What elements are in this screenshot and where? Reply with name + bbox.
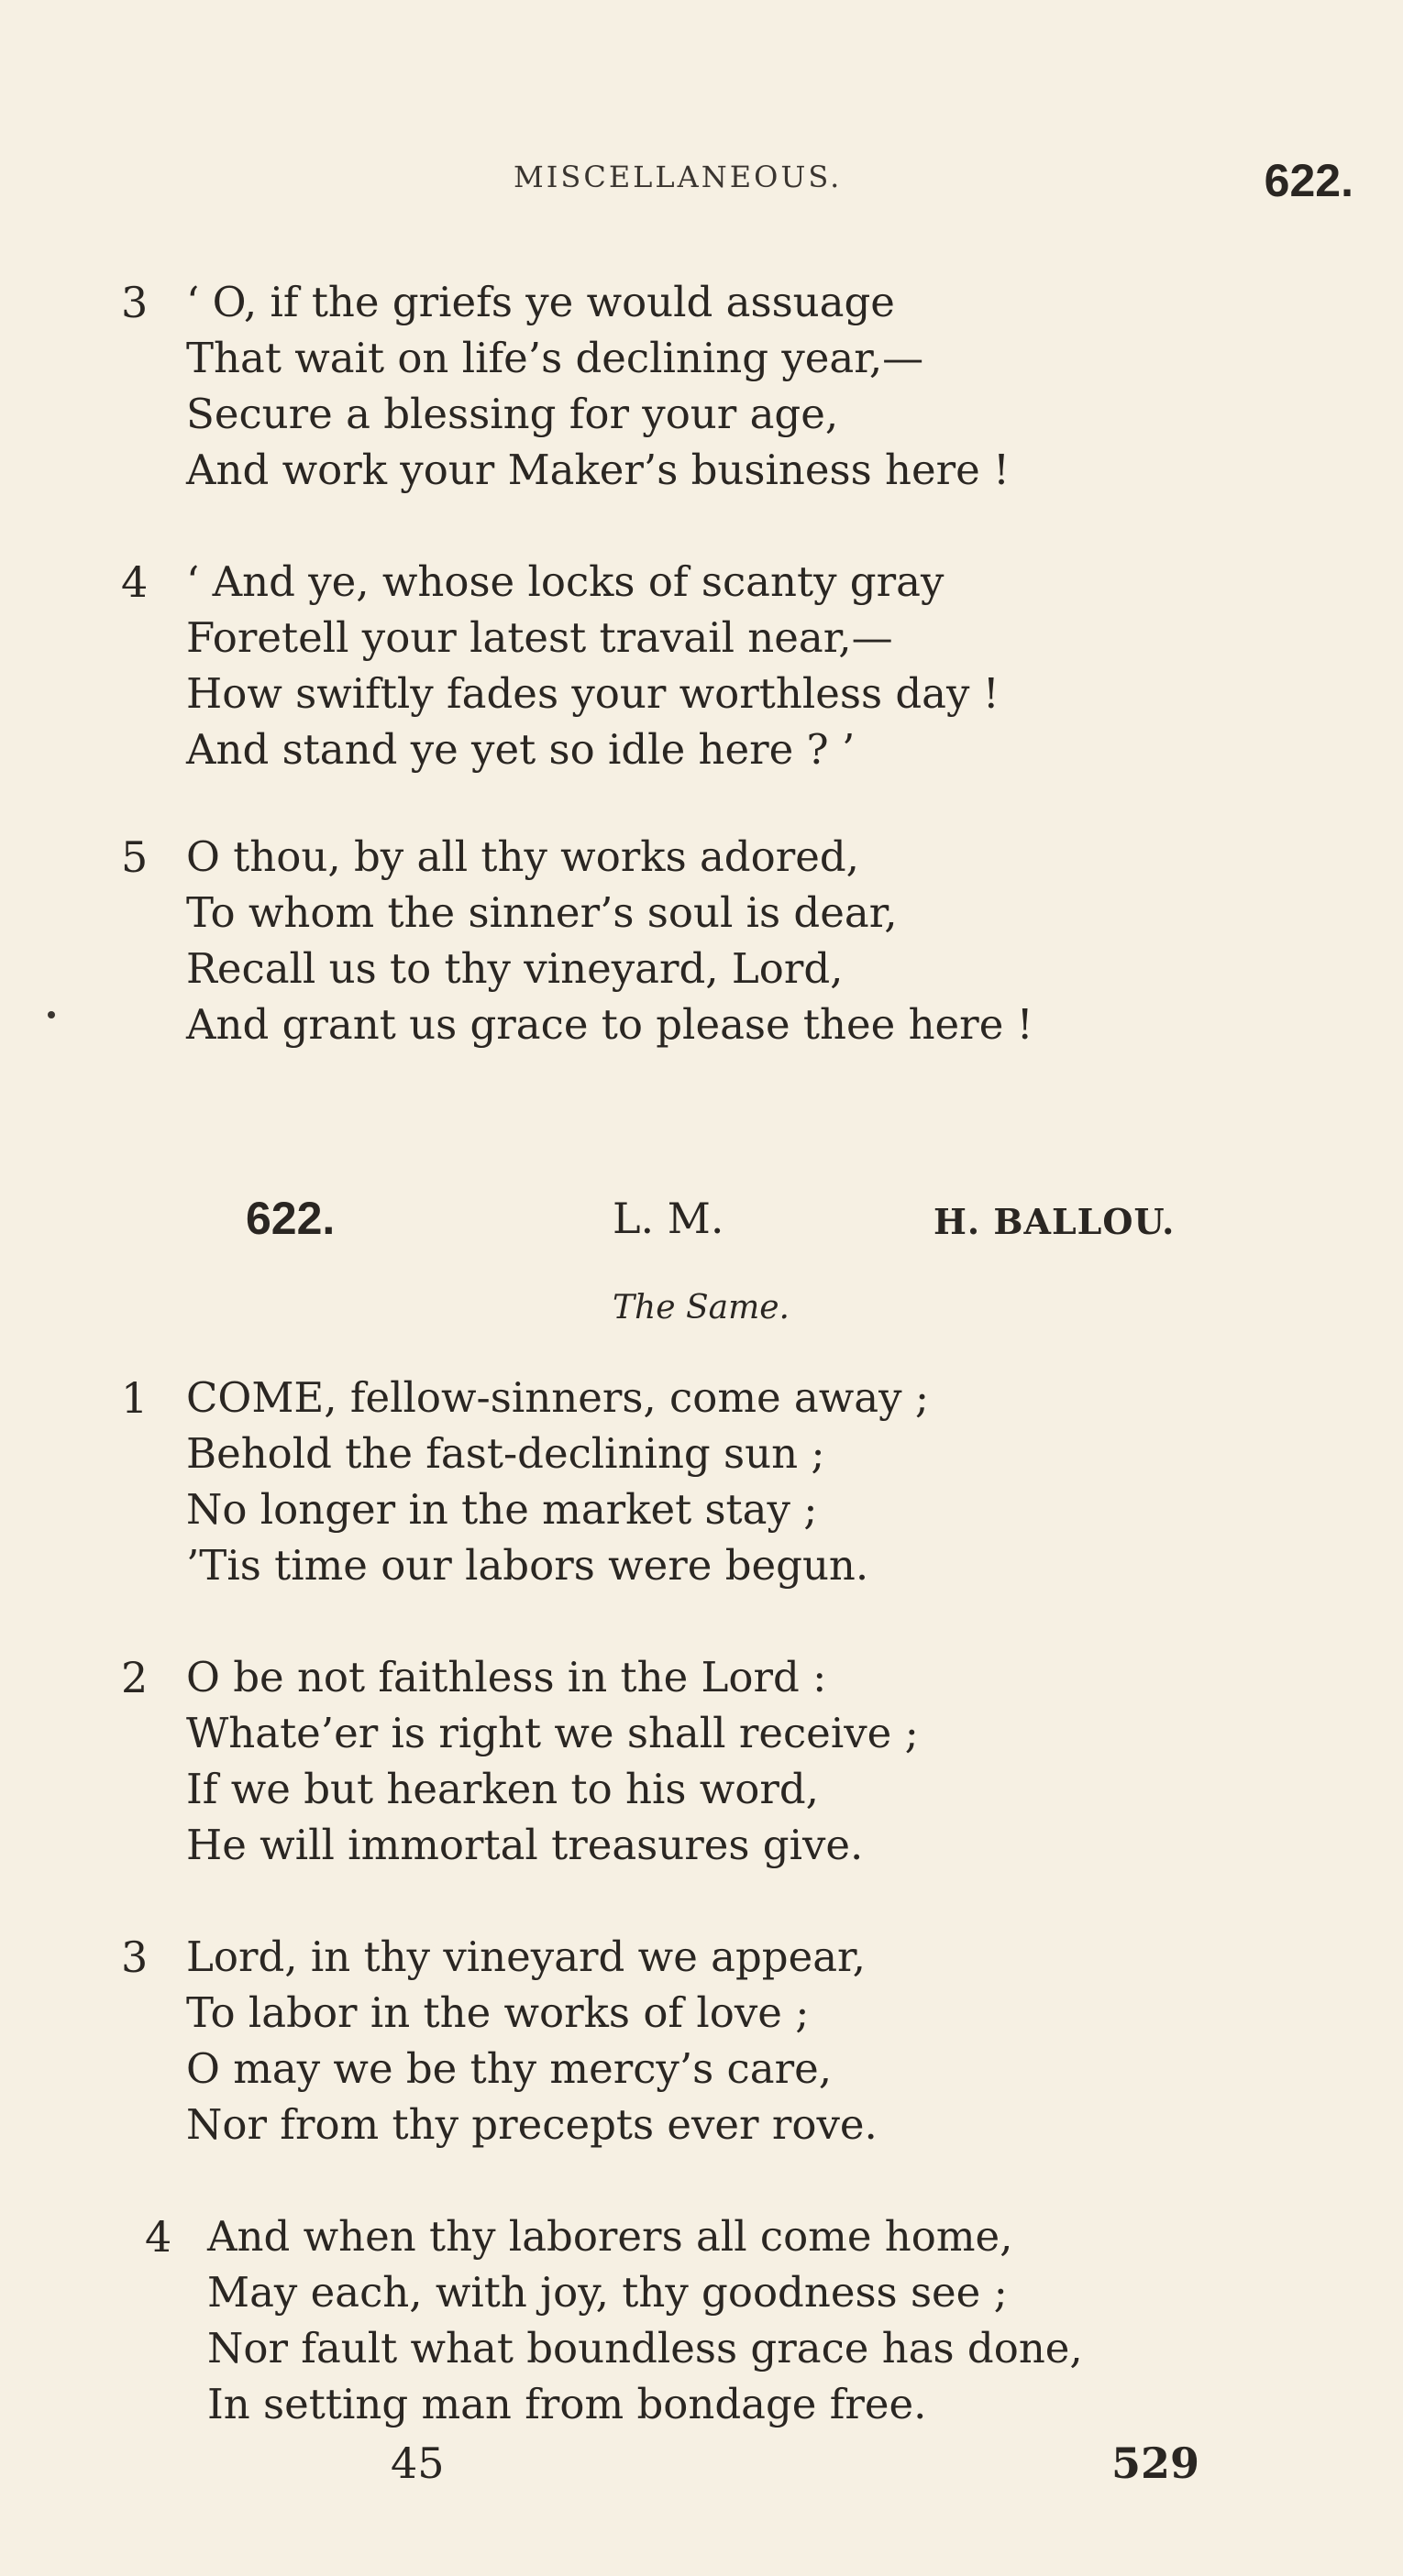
stanza-lines [186, 555, 1332, 778]
running-head [0, 154, 1403, 209]
print-speck [48, 1011, 55, 1018]
verse-line: No longer in the market stay ; [186, 1485, 818, 1534]
verse-line: If we but hearken to his word, [186, 1765, 819, 1813]
verse-line: To labor in the works of love ; [186, 1988, 810, 2037]
verse-line: And stand ye yet so idle here ? ’ [186, 725, 856, 774]
verse-line: O thou, by all thy works adored, [186, 832, 859, 881]
verse-line: Recall us to thy vineyard, Lord, [186, 944, 844, 993]
verse-line: COME, fellow-sinners, come away ; [186, 1373, 929, 1422]
verse-line: Behold the fast-declining sun ; [186, 1429, 825, 1478]
verse-line: Whate’er is right we shall receive ; [186, 1709, 919, 1757]
verse-line: How swiftly fades your worthless day ! [186, 669, 1000, 718]
stanza-number: 3 [121, 1932, 149, 1982]
verse-line: And when thy laborers all come home, [207, 2212, 1013, 2261]
verse-line: May each, with joy, thy goodness see ; [207, 2268, 1008, 2317]
hymn-author: H. BALLOU. [933, 1201, 1176, 1242]
stanza-number: 4 [121, 557, 149, 607]
verse-line: That wait on life’s declining year,— [186, 334, 924, 382]
verse-line: O may we be thy mercy’s care, [186, 2044, 833, 2093]
page-footer [0, 2438, 1403, 2493]
verse-line: Lord, in thy vineyard we appear, [186, 1932, 866, 1981]
stanza-number: 4 [145, 2212, 172, 2262]
stanza-lines [186, 830, 1332, 1053]
verse-line: Secure a blessing for your age, [186, 390, 839, 438]
stanza-lines [186, 1930, 1332, 2153]
stanza-number: 3 [121, 278, 149, 327]
verse-line: In setting man from bondage free. [207, 2380, 927, 2428]
header-hymn-number: 622. [1264, 155, 1353, 206]
verse-line: To whom the sinner’s soul is dear, [186, 888, 898, 937]
hymn-number: 622. [246, 1193, 336, 1244]
stanza-lines [186, 1650, 1332, 1874]
verse-line: Foretell your latest travail near,— [186, 613, 893, 662]
verse-line: ‘ O, if the griefs ye would assuage [186, 278, 895, 326]
hymn-meter: L. M. [613, 1194, 724, 1243]
section-title: MISCELLANEOUS. [514, 160, 843, 194]
verse-line: Nor fault what boundless grace has done, [207, 2324, 1083, 2372]
page-number: 529 [1111, 2438, 1200, 2488]
verse-line: O be not faithless in the Lord : [186, 1653, 827, 1701]
signature-mark: 45 [391, 2438, 445, 2488]
hymn-heading [0, 1192, 1403, 1256]
stanza-number: 1 [121, 1373, 149, 1423]
stanza-number: 2 [121, 1653, 149, 1702]
verse-line: ’Tis time our labors were begun. [186, 1541, 869, 1590]
stanza-lines [186, 1371, 1332, 1594]
stanza-lines [207, 2209, 1353, 2433]
verse-line: And grant us grace to please thee here ! [186, 1000, 1033, 1049]
verse-line: Nor from thy precepts ever rove. [186, 2100, 878, 2149]
stanza-lines [186, 275, 1332, 499]
verse-line: He will immortal treasures give. [186, 1821, 864, 1869]
stanza-number: 5 [121, 832, 149, 882]
verse-line: And work your Maker’s business here ! [186, 446, 1011, 494]
verse-line: ‘ And ye, whose locks of scanty gray [186, 557, 945, 606]
hymn-subtitle: The Same. [613, 1289, 790, 1327]
